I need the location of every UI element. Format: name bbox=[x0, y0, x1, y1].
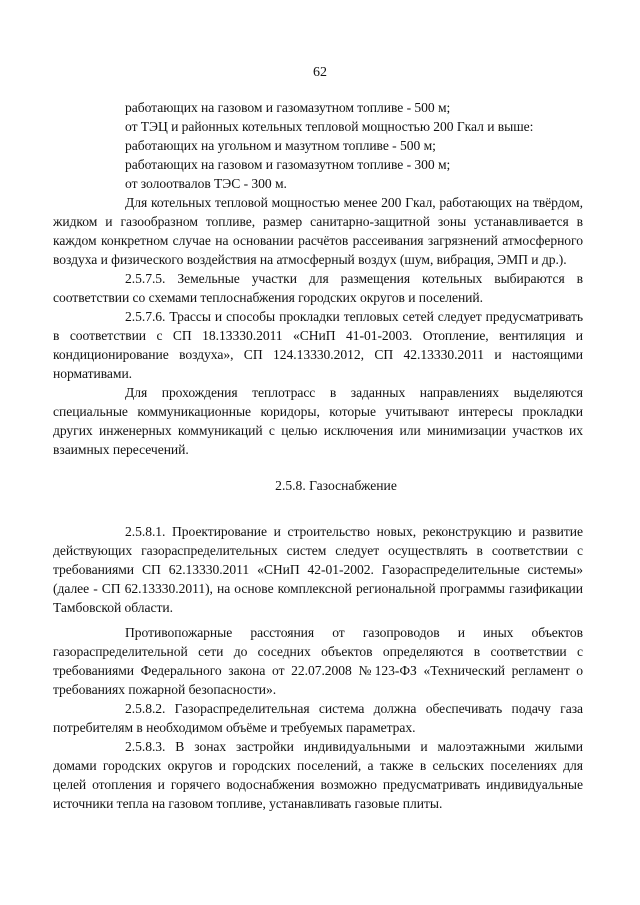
paragraph: работающих на газовом и газомазутном топливе - 300 м; bbox=[125, 157, 451, 172]
paragraph: 2.5.8.2. Газораспределительная система должна обеспечивать подачу газа потребителям в необходимом объёме и требуемых параметрах. bbox=[53, 701, 583, 735]
paragraph: 2.5.7.5. Земельные участки для размещения котельных выбираются в соответствии со схемами теплоснабжения городских округов и поселений. bbox=[53, 271, 583, 305]
paragraph: 2.5.8.1. Проектирование и строительство новых, реконструкцию и развитие действующих газораспределительных систем следует осуществлять в соответствии с требованиями СП 62.13330.2011 «СНиП 42-01-2002. Газораспределительные системы» (далее - СП 62.13330.2011), на основе комплексной региональной программы газификации Тамбовской области. bbox=[53, 524, 583, 615]
section-heading: 2.5.8. Газоснабжение bbox=[275, 478, 397, 493]
paragraph: Для прохождения теплотрасс в заданных направлениях выделяются специальные коммуникационные коридоры, которые учитывают интересы прокладки других инженерных коммуникаций с целью исключения или минимизации участков их взаимных пересечений. bbox=[53, 385, 583, 457]
paragraph: от ТЭЦ и районных котельных тепловой мощностью 200 Гкал и выше: bbox=[125, 119, 534, 134]
paragraph: от золоотвалов ТЭС - 300 м. bbox=[125, 176, 287, 191]
paragraph: работающих на угольном и мазутном топливе - 500 м; bbox=[125, 138, 436, 153]
paragraph: 2.5.8.3. В зонах застройки индивидуальными и малоэтажными жилыми домами городских округов и городских поселений, а также в сельских поселениях для целей отопления и горячего водоснабжения возможно предусматривать индивидуальные источники тепла на газовом топливе, устанавливать газовые плиты. bbox=[53, 739, 583, 811]
paragraph: Для котельных тепловой мощностью менее 200 Гкал, работающих на твёрдом, жидком и газообразном топливе, размер санитарно-защитной зоны устанавливается в каждом конкретном случае на основании расчётов рассеивания загрязнений атмосферного воздуха и физического воздействия на атмосферный воздух (шум, вибрация, ЭМП и др.). bbox=[53, 195, 583, 267]
page-number: 62 bbox=[313, 65, 327, 80]
paragraph: Противопожарные расстояния от газопроводов и иных объектов газораспределительной сети до соседних объектов определяются в соответствии с требованиями Федерального закона от 22.07.2008 №123-ФЗ «Технический регламент о требованиях пожарной безопасности». bbox=[53, 625, 583, 697]
paragraph: 2.5.7.6. Трассы и способы прокладки тепловых сетей следует предусматривать в соответствии с СП 18.13330.2011 «СНиП 41-01-2003. Отопление, вентиляция и кондиционирование воздуха», СП 124.13330.2012, СП 42.13330.2011 и настоящими нормативами. bbox=[53, 309, 583, 381]
paragraph: работающих на газовом и газомазутном топливе - 500 м; bbox=[125, 100, 451, 115]
document-body bbox=[53, 98, 583, 813]
